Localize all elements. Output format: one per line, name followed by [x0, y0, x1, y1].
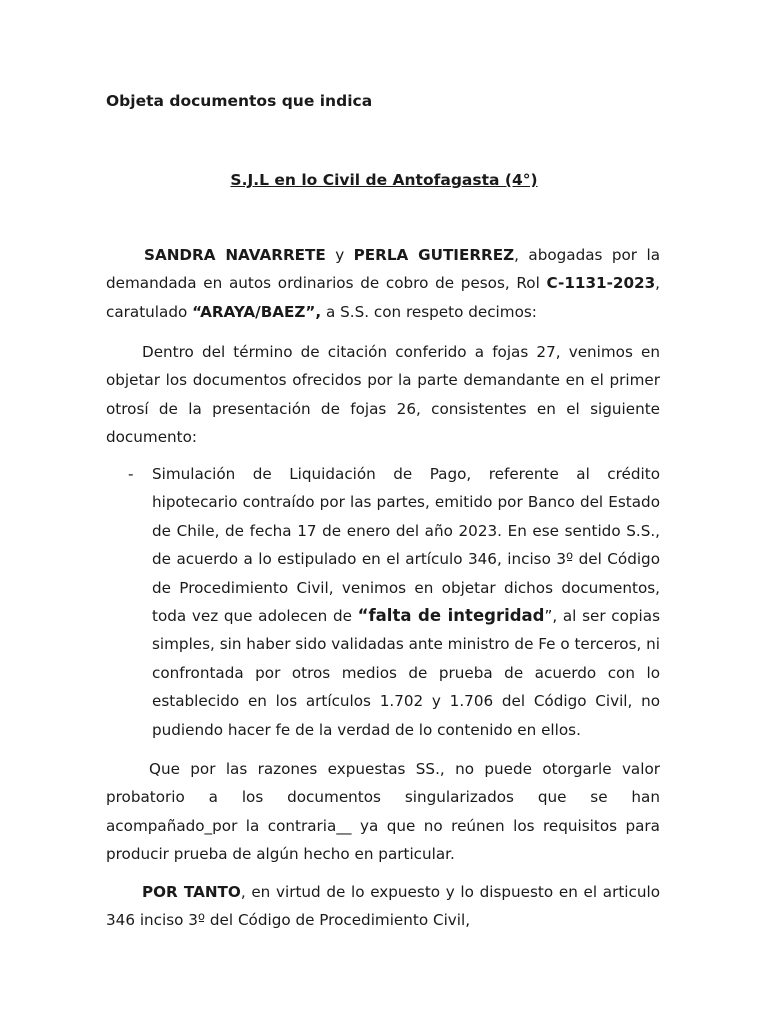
list-item-text-2: ”, al ser copias simples, sin haber sido validadas ante ministro de Fe o terceros, ni confrontada por otros medios de prueba de acuerdo con lo establecido en los artículos 1.702 y 1.706 del Código Civil, no pudiendo hacer fe de la verdad de lo contenido en ellos.: [152, 607, 660, 739]
document-sumilla: Objeta documentos que indica: [106, 92, 373, 110]
court-heading: S.J.L en lo Civil de Antofagasta (4°): [230, 171, 538, 189]
objection-paragraph: [106, 338, 660, 452]
objection-text: Dentro del término de citación conferido a fojas 27, venimos en objetar los documentos ofrecidos por la parte demandante en el primer otrosí de la presentación de fojas 26, consistentes en el siguiente documento:: [106, 343, 660, 447]
list-item-emphasis: “falta de integridad: [357, 606, 545, 626]
attorney-name-1: SANDRA NAVARRETE: [144, 246, 326, 264]
case-caratula: “ARAYA/BAEZ”,: [192, 302, 322, 321]
intro-text-2: , caratulado: [106, 274, 660, 321]
reasons-text: Que por las razones expuestas SS., no puede otorgarle valor probatorio a los documentos singularizados que se han acompañado_por la contraria__ ya que no reúnen los requisitos para producir prueba de algún hecho en particular.: [106, 760, 660, 864]
attorney-name-2: PERLA GUTIERREZ: [353, 246, 515, 264]
intro-text-3: a S.S. con respeto decimos:: [321, 302, 537, 321]
list-item-text-1: Simulación de Liquidación de Pago, referente al crédito hipotecario contraído por las partes, emitido por Banco del Estado de Chile, de fecha 17 de enero del año 2023. En ese sentido S.S., de acuerdo a lo estipulado en el artículo 346, inciso 3º del Código de Procedimiento Civil, venimos en objetar dichos documentos, toda vez que adolecen de: [152, 465, 660, 626]
list-item: [152, 460, 660, 744]
conclusion-text: , en virtud de lo expuesto y lo dispuesto en el articulo 346 inciso 3º del Código de Procedimiento Civil,: [106, 883, 660, 930]
intro-conjunction: y: [325, 246, 354, 264]
case-rol: C-1131-2023: [546, 274, 656, 293]
conclusion-paragraph: [106, 878, 660, 935]
por-tanto-lead: POR TANTO: [142, 883, 241, 901]
list-dash: -: [128, 465, 134, 483]
intro-text-1: , abogadas por la demandada en autos ordinarios de cobro de pesos, Rol: [106, 246, 660, 293]
intro-paragraph: [106, 241, 660, 326]
reasons-paragraph: [106, 755, 660, 869]
